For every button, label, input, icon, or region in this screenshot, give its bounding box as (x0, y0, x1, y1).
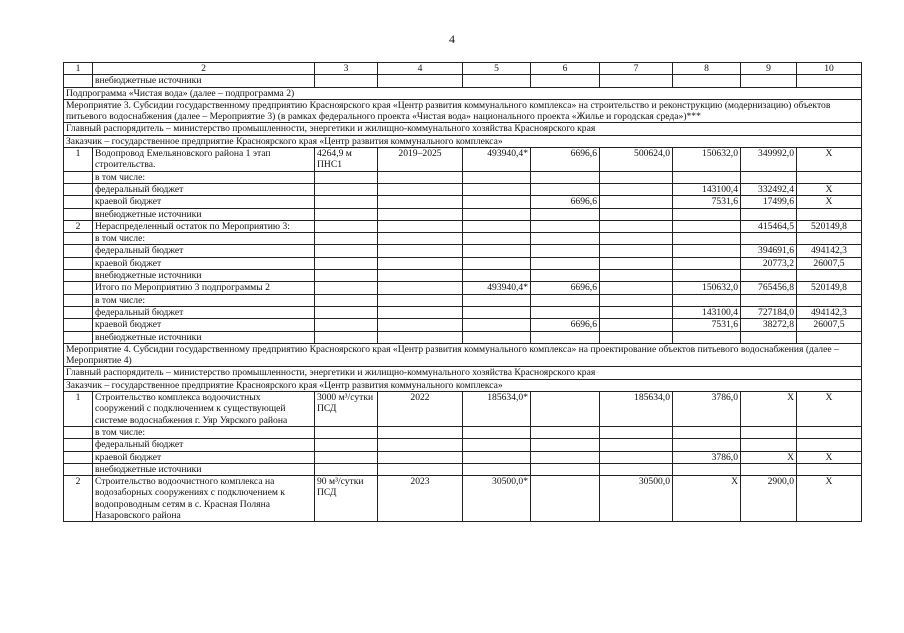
table-cell: 143100,4 (673, 306, 741, 318)
table-cell (531, 245, 600, 257)
table-cell: X (797, 476, 862, 522)
table-cell (531, 171, 600, 183)
table-cell (463, 451, 531, 463)
table-cell (531, 270, 600, 282)
table-cell (463, 463, 531, 475)
table-cell (463, 439, 531, 451)
table-cell: 26007,5 (797, 257, 862, 269)
table-cell: федеральный бюджет (93, 183, 315, 195)
table-cell (600, 196, 673, 208)
table-cell (673, 75, 741, 87)
table-cell: краевой бюджет (93, 451, 315, 463)
table-cell: внебюджетные источники (93, 75, 315, 87)
table-cell: 6696,6 (531, 196, 600, 208)
table-cell (531, 257, 600, 269)
table-cell (378, 306, 463, 318)
table-cell: Итого по Мероприятию 3 подпрограммы 2 (93, 282, 315, 294)
table-cell (600, 257, 673, 269)
table-cell: 394691,6 (741, 245, 797, 257)
table-cell (531, 233, 600, 245)
header-cell: 9 (741, 63, 797, 75)
table-cell (673, 233, 741, 245)
table-cell: 727184,0 (741, 306, 797, 318)
table-cell: 4264,9 м ПНС1 (315, 148, 378, 172)
table-cell (673, 208, 741, 220)
table-cell: Водопровод Емельяновского района 1 этап строительства. (93, 148, 315, 172)
table-cell: 150632,0 (673, 282, 741, 294)
table-cell (600, 233, 673, 245)
table-cell (600, 331, 673, 343)
table-cell (315, 75, 378, 87)
table-cell (797, 294, 862, 306)
table-cell: 1 (64, 392, 93, 427)
table-row (64, 319, 862, 331)
table-cell (797, 270, 862, 282)
header-cell: 5 (463, 63, 531, 75)
table-cell (600, 282, 673, 294)
table-cell (378, 282, 463, 294)
table-cell (378, 426, 463, 438)
section-row (64, 343, 862, 367)
table-cell (531, 476, 600, 522)
section-cell: Мероприятие 4. Субсидии государственному предприятию Красноярского края «Центр развития коммунального комплекса» на проектирование объектов питьевого водоснабжения (далее – Мероприятие 4) (64, 343, 862, 367)
table-cell (741, 270, 797, 282)
section-cell: Главный распорядитель – министерство промышленности, энергетики и жилищно-коммунального хозяйства Красноярского края (64, 123, 862, 135)
table-cell (600, 183, 673, 195)
table-cell (600, 319, 673, 331)
table-cell: 493940,4* (463, 148, 531, 172)
table-cell (64, 331, 93, 343)
table-cell: 3786,0 (673, 451, 741, 463)
table-cell (463, 196, 531, 208)
section-row (64, 87, 862, 99)
table-cell: 38272,8 (741, 319, 797, 331)
table-cell (600, 439, 673, 451)
table-cell: 2019–2025 (378, 148, 463, 172)
table-cell (673, 426, 741, 438)
table-cell (463, 245, 531, 257)
header-row (64, 63, 862, 75)
table-cell (378, 75, 463, 87)
table-cell (531, 75, 600, 87)
table-cell: 520149,8 (797, 220, 862, 232)
table-cell (64, 183, 93, 195)
table-cell (315, 183, 378, 195)
table-cell: 494142,3 (797, 306, 862, 318)
table-cell (64, 171, 93, 183)
table-row (64, 233, 862, 245)
table-row (64, 426, 862, 438)
table-cell (64, 208, 93, 220)
table-cell (64, 319, 93, 331)
table-cell: внебюджетные источники (93, 331, 315, 343)
table-cell: 185634,0 (600, 392, 673, 427)
table-cell: в том числе: (93, 426, 315, 438)
table-cell (64, 306, 93, 318)
table-cell: в том числе: (93, 171, 315, 183)
table-cell (741, 294, 797, 306)
table-row (64, 183, 862, 195)
table-cell (600, 171, 673, 183)
table-cell: федеральный бюджет (93, 306, 315, 318)
table-cell (600, 220, 673, 232)
table-cell (600, 75, 673, 87)
table-cell: 30500,0 (600, 476, 673, 522)
table-cell (463, 208, 531, 220)
section-cell: Мероприятие 3. Субсидии государственному предприятию Красноярского края «Центр развития коммунального комплекса» на строительство и реконструкцию (модернизацию) объектов питьевого водоснабжения (далее – Мероприятие 3) (в рамках федерального проекта «Чистая вода» национального проекта «Жилье и городская среда»)*** (64, 99, 862, 123)
table-cell (531, 331, 600, 343)
header-cell: 6 (531, 63, 600, 75)
table-cell: 20773,2 (741, 257, 797, 269)
table-cell (673, 463, 741, 475)
table-row (64, 148, 862, 172)
budget-table (63, 62, 862, 522)
table-cell (600, 451, 673, 463)
table-cell (463, 257, 531, 269)
table-cell (64, 294, 93, 306)
table-cell (64, 282, 93, 294)
header-cell: 3 (315, 63, 378, 75)
table-cell: 90 м³/сутки ПСД (315, 476, 378, 522)
table-cell (315, 171, 378, 183)
table-cell (673, 257, 741, 269)
table-cell: 332492,4 (741, 183, 797, 195)
table-cell (378, 183, 463, 195)
table-cell: 765456,8 (741, 282, 797, 294)
table-cell: X (797, 196, 862, 208)
table-cell: Нераспределенный остаток по Мероприятию 3: (93, 220, 315, 232)
table-cell (315, 463, 378, 475)
table-cell: 185634,0* (463, 392, 531, 427)
table-cell: 30500,0* (463, 476, 531, 522)
table-cell (315, 294, 378, 306)
table-cell (673, 331, 741, 343)
table-row (64, 245, 862, 257)
table-cell (315, 196, 378, 208)
table-cell (64, 426, 93, 438)
table-row (64, 476, 862, 522)
table-cell (315, 208, 378, 220)
table-cell (378, 294, 463, 306)
table-cell (741, 426, 797, 438)
table-cell: 349992,0 (741, 148, 797, 172)
table-cell (600, 463, 673, 475)
section-row (64, 99, 862, 123)
table-cell (315, 306, 378, 318)
table-row (64, 257, 862, 269)
table-cell: 2023 (378, 476, 463, 522)
table-cell (531, 439, 600, 451)
header-cell: 8 (673, 63, 741, 75)
section-cell: Заказчик – государственное предприятие Красноярского края «Центр развития коммунального комплекса» (64, 135, 862, 147)
section-cell: Главный распорядитель – министерство промышленности, энергетики и жилищно-коммунального хозяйства Красноярского края (64, 367, 862, 379)
table-cell (463, 233, 531, 245)
section-cell: Заказчик – государственное предприятие Красноярского края «Центр развития коммунального комплекса» (64, 379, 862, 391)
table-cell: X (741, 392, 797, 427)
table-cell (600, 208, 673, 220)
table-cell (463, 75, 531, 87)
table-row (64, 270, 862, 282)
section-cell: Подпрограмма «Чистая вода» (далее – подпрограмма 2) (64, 87, 862, 99)
table-cell (378, 439, 463, 451)
table-cell (741, 75, 797, 87)
table-row (64, 439, 862, 451)
header-cell: 2 (93, 63, 315, 75)
table-cell (315, 270, 378, 282)
table-cell (531, 306, 600, 318)
table-cell (64, 451, 93, 463)
table-cell (797, 208, 862, 220)
table-cell (463, 331, 531, 343)
page-number: 4 (449, 32, 455, 46)
table-row (64, 282, 862, 294)
table-cell: 6696,6 (531, 319, 600, 331)
header-cell: 1 (64, 63, 93, 75)
table-cell (741, 439, 797, 451)
table-cell: 26007,5 (797, 319, 862, 331)
table-cell (378, 463, 463, 475)
table-cell: 7531,6 (673, 196, 741, 208)
table-cell (531, 463, 600, 475)
table-cell: 415464,5 (741, 220, 797, 232)
table-cell: краевой бюджет (93, 319, 315, 331)
table-cell: 494142,3 (797, 245, 862, 257)
table-cell: внебюджетные источники (93, 270, 315, 282)
table-cell (673, 245, 741, 257)
table-cell: X (741, 451, 797, 463)
table-cell: 493940,4* (463, 282, 531, 294)
table-cell (315, 451, 378, 463)
table-cell: внебюджетные источники (93, 208, 315, 220)
section-row (64, 135, 862, 147)
table-cell (378, 208, 463, 220)
table-cell: в том числе: (93, 294, 315, 306)
table-row (64, 451, 862, 463)
table-cell: в том числе: (93, 233, 315, 245)
table-cell: 2900,0 (741, 476, 797, 522)
table-cell: 500624,0 (600, 148, 673, 172)
table-cell (64, 233, 93, 245)
table-cell (64, 196, 93, 208)
table-cell (378, 451, 463, 463)
table-cell (797, 439, 862, 451)
table-cell (531, 392, 600, 427)
table-cell: Строительство комплекса водоочистных сооружений с подключением к существующей системе водоснабжения г. Уяр Уярского района (93, 392, 315, 427)
table-row (64, 392, 862, 427)
table-cell: 143100,4 (673, 183, 741, 195)
table-cell (797, 426, 862, 438)
table-cell (315, 331, 378, 343)
table-row (64, 196, 862, 208)
table-cell (378, 196, 463, 208)
table-cell: X (797, 183, 862, 195)
table-cell: 3786,0 (673, 392, 741, 427)
table-cell (673, 220, 741, 232)
table-cell (673, 439, 741, 451)
table-cell (64, 75, 93, 87)
table-cell (315, 282, 378, 294)
table-cell (741, 233, 797, 245)
table-cell: 3000 м³/сутки ПСД (315, 392, 378, 427)
table-cell: 2022 (378, 392, 463, 427)
table-cell: 520149,8 (797, 282, 862, 294)
table-cell (378, 331, 463, 343)
table-cell (315, 319, 378, 331)
table-cell (797, 233, 862, 245)
table-cell (531, 220, 600, 232)
section-row (64, 379, 862, 391)
table-cell: 17499,6 (741, 196, 797, 208)
table-row (64, 208, 862, 220)
table-cell (797, 171, 862, 183)
table-cell: краевой бюджет (93, 196, 315, 208)
table-row (64, 220, 862, 232)
table-cell (797, 331, 862, 343)
table-cell (378, 171, 463, 183)
table-cell (315, 426, 378, 438)
table-cell (378, 220, 463, 232)
header-cell: 7 (600, 63, 673, 75)
table-cell (64, 245, 93, 257)
table-cell (600, 245, 673, 257)
header-cell: 4 (378, 63, 463, 75)
table-cell (378, 270, 463, 282)
table-cell: 1 (64, 148, 93, 172)
table-cell: краевой бюджет (93, 257, 315, 269)
table-cell: внебюджетные источники (93, 463, 315, 475)
table-cell (64, 439, 93, 451)
table-cell: Строительство водоочистного комплекса на водозаборных сооружениях с подключением к водопроводным сетям в с. Красная Поляна Назаровского района (93, 476, 315, 522)
table-cell (741, 171, 797, 183)
table-cell (600, 426, 673, 438)
table-cell: 7531,6 (673, 319, 741, 331)
table-cell (378, 319, 463, 331)
table-cell: 6696,6 (531, 282, 600, 294)
table-cell (378, 257, 463, 269)
table-cell (600, 294, 673, 306)
table-cell: 6696,6 (531, 148, 600, 172)
table-cell (463, 294, 531, 306)
table-cell (463, 220, 531, 232)
table-cell (315, 220, 378, 232)
table-cell (531, 451, 600, 463)
table-cell (531, 426, 600, 438)
table-cell (463, 306, 531, 318)
table-cell (797, 463, 862, 475)
table-cell (600, 306, 673, 318)
table-cell (64, 463, 93, 475)
table-cell: 150632,0 (673, 148, 741, 172)
table-cell (673, 171, 741, 183)
table-cell (64, 257, 93, 269)
section-row (64, 367, 862, 379)
table-cell (463, 171, 531, 183)
table-cell: федеральный бюджет (93, 439, 315, 451)
table-cell (673, 294, 741, 306)
table-cell (378, 233, 463, 245)
table-cell (463, 270, 531, 282)
table-row (64, 463, 862, 475)
table-cell (531, 183, 600, 195)
table-cell (741, 208, 797, 220)
table-cell (463, 183, 531, 195)
table-cell: X (673, 476, 741, 522)
table-row (64, 306, 862, 318)
table-row (64, 294, 862, 306)
table-cell (797, 75, 862, 87)
table-row (64, 171, 862, 183)
table-cell (741, 463, 797, 475)
table-cell (315, 245, 378, 257)
table-cell: 2 (64, 476, 93, 522)
header-cell: 10 (797, 63, 862, 75)
table-cell (315, 439, 378, 451)
table-cell: федеральный бюджет (93, 245, 315, 257)
table-cell (463, 426, 531, 438)
table-cell (531, 208, 600, 220)
table-cell (315, 257, 378, 269)
table-cell (64, 270, 93, 282)
section-row (64, 123, 862, 135)
table-cell (315, 233, 378, 245)
table-cell (463, 319, 531, 331)
table-cell (741, 331, 797, 343)
table-cell: X (797, 451, 862, 463)
table-cell: 2 (64, 220, 93, 232)
table-cell (673, 270, 741, 282)
table-cell: X (797, 148, 862, 172)
table-cell (378, 245, 463, 257)
table-row (64, 75, 862, 87)
table-cell (531, 294, 600, 306)
table-cell: X (797, 392, 862, 427)
table-cell (600, 270, 673, 282)
table-row (64, 331, 862, 343)
